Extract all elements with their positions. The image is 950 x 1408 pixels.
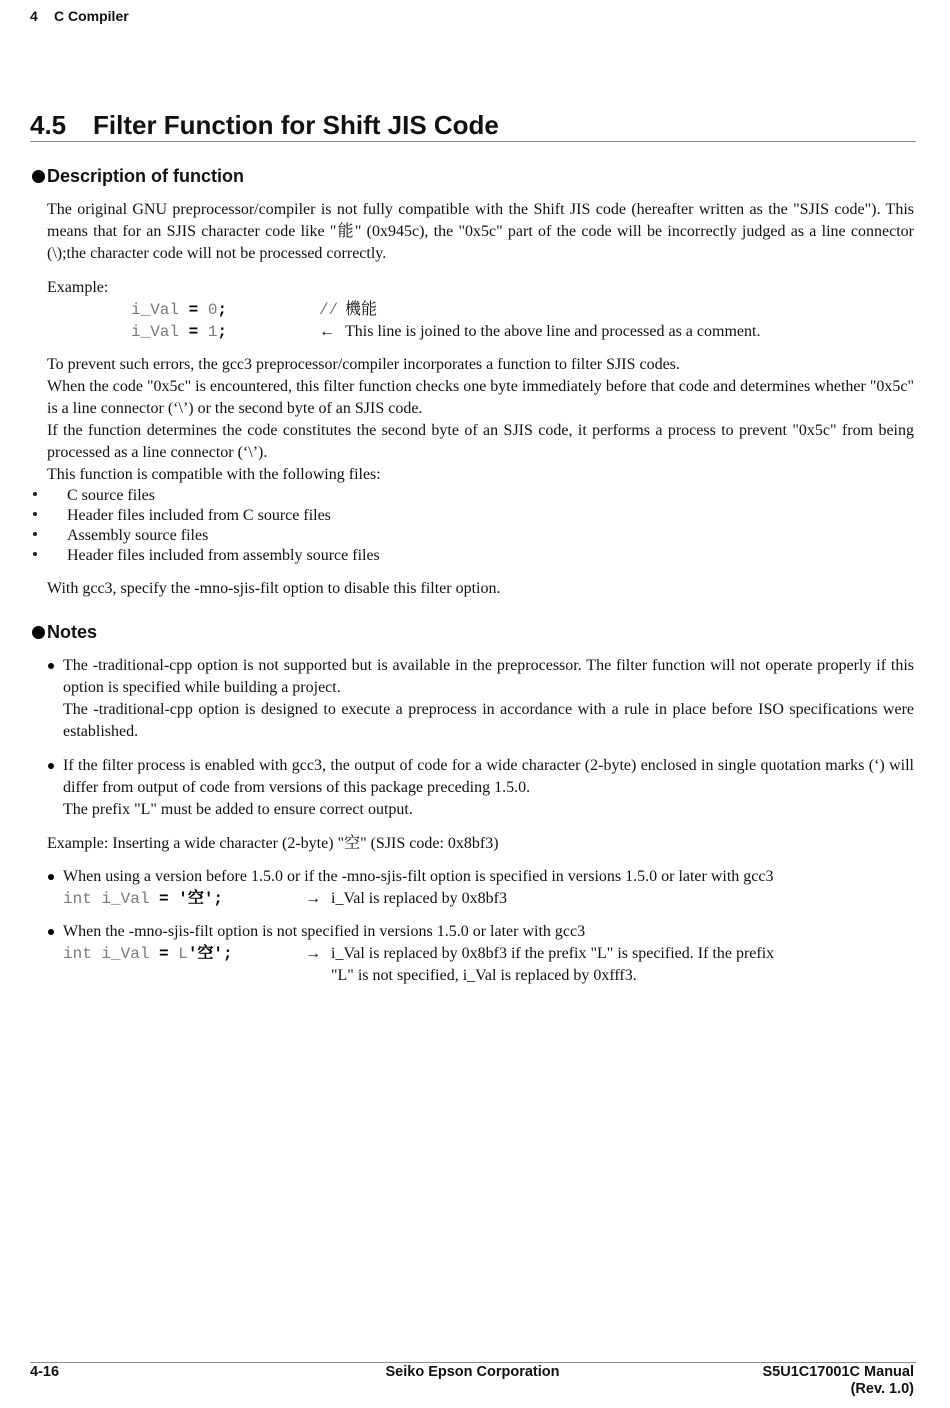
manual-revision: (Rev. 1.0): [850, 1381, 914, 1397]
title-divider: [30, 141, 916, 142]
case-result: i_Val is replaced by 0x8bf3: [331, 890, 507, 907]
description-intro: The original GNU preprocessor/compiler is not fully compatible with the Shift JIS code (hereafter written as the "SJIS code"). This means that for an SJIS character code like "能" (0x945c), the "0x5c" part of the code will be incorrectly judged as a line connector (\);the character code will not be processed correctly.: [47, 201, 914, 262]
right-arrow-icon: →: [305, 890, 321, 907]
note-paragraph: The prefix "L" must be added to ensure correct output.: [63, 801, 413, 818]
code-token: ;: [217, 301, 228, 319]
code-statement: [63, 943, 233, 965]
chapter-title: C Compiler: [54, 8, 129, 24]
explanation-paragraph: If the function determines the code constitutes the second byte of an SJIS code, it performs a process to prevent "0x5c" from being processed as a line connector (‘\’).: [47, 422, 914, 461]
case-result: i_Val is replaced by 0x8bf3 if the prefix "L" is specified. If the prefix: [331, 945, 775, 962]
code-annotation: This line is joined to the above line and processed as a comment.: [345, 323, 761, 340]
chapter-number: 4: [30, 8, 38, 24]
case-condition: [30, 921, 914, 943]
list-item: [30, 486, 914, 506]
footer-divider: [30, 1362, 916, 1363]
explanation-paragraph: To prevent such errors, the gcc3 preprocessor/compiler incorporates a function to filter SJIS codes.: [47, 356, 680, 373]
description-heading: [30, 165, 914, 187]
list-item-text: Header files included from C source files: [67, 507, 331, 524]
comment-marker: //: [319, 301, 339, 319]
compatible-files-list: [30, 486, 914, 566]
bullet-icon: [33, 552, 37, 556]
bullet-icon: [48, 874, 54, 880]
bullet-icon: [48, 929, 54, 935]
section-title-text: Filter Function for Shift JIS Code: [93, 110, 499, 140]
list-item-text: Assembly source files: [67, 527, 209, 544]
case-result-continuation: [30, 965, 914, 987]
company-name: Seiko Epson Corporation: [385, 1364, 560, 1380]
heading-bullet-icon: [32, 626, 45, 639]
code-token: 1: [198, 323, 218, 341]
left-arrow-icon: ←: [319, 323, 335, 340]
code-example-line: [30, 321, 914, 343]
bullet-icon: [48, 763, 54, 769]
section-number: 4.5: [30, 110, 67, 140]
code-token: i_Val: [131, 323, 189, 341]
section-title: [30, 110, 499, 140]
code-statement: [63, 888, 223, 910]
code-token: =: [188, 323, 199, 341]
description-heading-text: Description of function: [47, 166, 244, 186]
code-token: =: [159, 945, 179, 963]
list-item: [30, 506, 914, 526]
page-body: [30, 165, 914, 987]
bullet-icon: [33, 492, 37, 496]
explanation-paragraph: When the code "0x5c" is encountered, this filter function checks one byte immediately before that code and determines whether "0x5c" is a line connector (‘\’) or the second byte of an SJIS code.: [47, 378, 914, 417]
note-paragraph: The -traditional-cpp option is designed to execute a preprocess in accordance with a rule in place before ISO specifications were established.: [63, 701, 914, 740]
case-condition-text: When the -mno-sjis-filt option is not specified in versions 1.5.0 or later with gcc3: [63, 923, 586, 940]
list-item-text: Header files included from assembly source files: [67, 547, 380, 564]
explanation-block: [30, 354, 914, 486]
case-condition: [30, 866, 914, 888]
code-token: = '空';: [159, 890, 224, 908]
code-token: int i_Val: [63, 890, 160, 908]
note-paragraph: If the filter process is enabled with gcc3, the output of code for a wide character (2-byte) enclosed in single quotation marks (‘) will differ from output of code from versions of this package preceding 1.5.0.: [63, 757, 914, 796]
page-number: 4-16: [30, 1364, 60, 1380]
code-token: ;: [217, 323, 228, 341]
code-token: 0: [198, 301, 218, 319]
code-statement: [131, 321, 227, 343]
explanation-paragraph: This function is compatible with the following files:: [47, 466, 381, 483]
code-example-line: [30, 299, 914, 321]
case-code-line: [30, 888, 914, 910]
disable-option-note: With gcc3, specify the -mno-sjis-filt option to disable this filter option.: [47, 580, 501, 597]
bullet-icon: [33, 512, 37, 516]
bullet-icon: [33, 532, 37, 536]
code-token: int i_Val: [63, 945, 160, 963]
case-condition-text: When using a version before 1.5.0 or if the -mno-sjis-filt option is specified in versions 1.5.0 or later with gcc3: [63, 868, 774, 885]
note-item: [30, 655, 914, 743]
notes-heading: [30, 621, 914, 643]
right-arrow-icon: →: [305, 945, 321, 962]
list-item: [30, 526, 914, 546]
note-paragraph: The -traditional-cpp option is not supported but is available in the preprocessor. The filter function will not operate properly if this option is specified while building a project.: [63, 657, 914, 696]
wide-char-example-label: Example: Inserting a wide character (2-byte) "空" (SJIS code: 0x8bf3): [47, 835, 499, 852]
code-statement: [131, 299, 227, 321]
case-result: "L" is not specified, i_Val is replaced by 0xfff3.: [331, 967, 637, 984]
case-code-line: [30, 943, 914, 965]
comment-text: 機能: [345, 301, 378, 318]
code-token: =: [188, 301, 199, 319]
note-item: [30, 755, 914, 821]
notes-heading-text: Notes: [47, 622, 98, 642]
list-item: [30, 546, 914, 566]
manual-title: S5U1C17001C Manual: [762, 1364, 914, 1380]
code-token: L: [178, 945, 188, 963]
code-token: i_Val: [131, 301, 189, 319]
heading-bullet-icon: [32, 170, 45, 183]
bullet-icon: [48, 663, 54, 669]
example-label: Example:: [47, 279, 109, 296]
list-item-text: C source files: [67, 487, 155, 504]
code-token: '空';: [187, 945, 233, 963]
running-header: [30, 8, 129, 24]
